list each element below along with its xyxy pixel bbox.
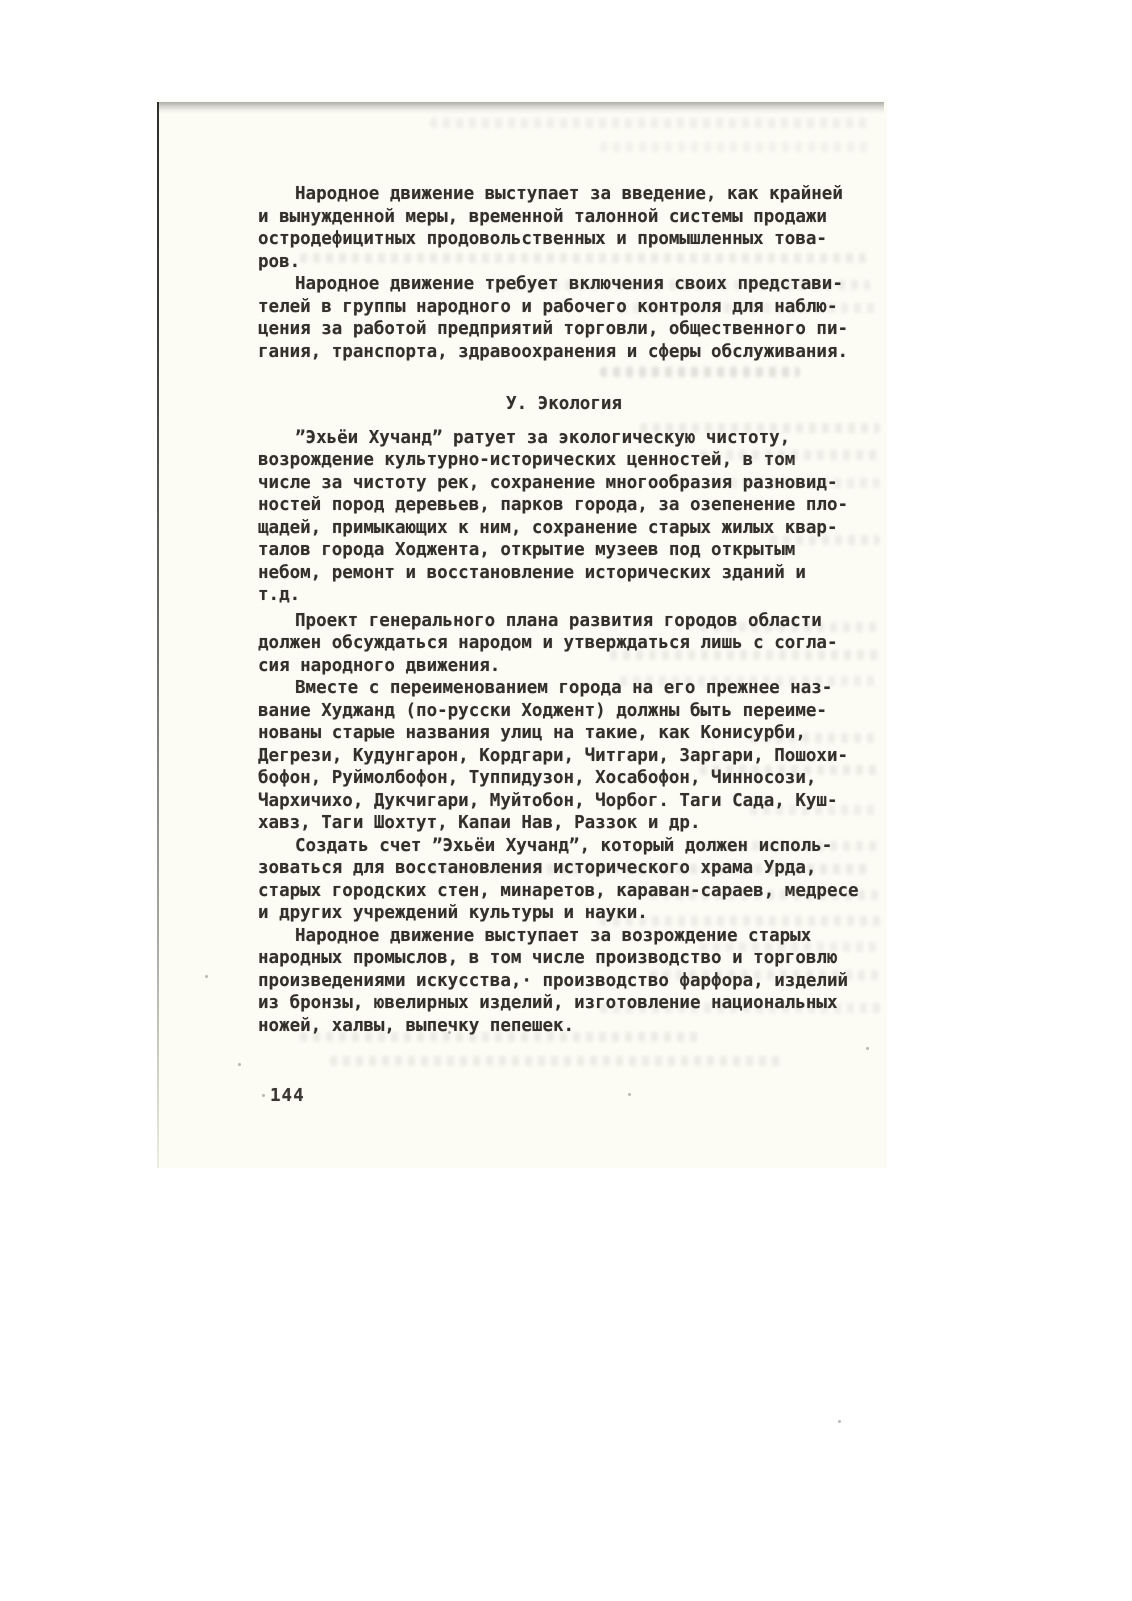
section-heading: У. Экология xyxy=(506,394,622,414)
bleedthrough-ghost xyxy=(430,118,870,128)
text-line: остродефицитных продовольственных и промышленных това- xyxy=(258,229,827,249)
text-line: ”Эхьёи Хучанд” ратует за экологическую чистоту, xyxy=(295,427,791,448)
ink-speck xyxy=(205,975,208,978)
text-block xyxy=(258,183,870,1037)
ink-speck xyxy=(262,1094,265,1097)
text-line: зоваться для восстановления исторического храма Урда, xyxy=(258,858,817,878)
bleedthrough-ghost xyxy=(330,1056,780,1066)
text-line: Дегрези, Кудунгарон, Кордгари, Читгари, Заргари, Пошохи- xyxy=(258,745,849,766)
paragraph-5 xyxy=(258,677,870,835)
ink-speck xyxy=(838,1420,841,1423)
paragraph-4 xyxy=(258,610,870,678)
bleedthrough-ghost xyxy=(600,142,870,152)
text-line: возрождение культурно-исторических ценностей, в том xyxy=(258,450,796,470)
ink-speck xyxy=(866,1047,869,1050)
text-line: телей в группы народного и рабочего контроля для наблю- xyxy=(258,296,838,317)
text-line: должен обсуждаться народом и утверждаться лишь с согла- xyxy=(258,633,838,653)
text-line: т.д. xyxy=(258,585,301,605)
ink-speck xyxy=(238,1063,241,1066)
text-line: числе за чистоту рек, сохранение многообразия разновид- xyxy=(258,472,838,493)
text-line: народных промыслов, в том числе производство и торговлю xyxy=(258,948,838,968)
text-line: хавз, Таги Шохтут, Капаи Нав, Раззок и др. xyxy=(258,813,701,833)
text-line: Чархичихо, Дукчигари, Муйтобон, Чорбог. Таги Сада, Куш- xyxy=(258,790,838,811)
text-line: Создать счет ”Эхьёи Хучанд”, который должен исполь- xyxy=(295,835,833,856)
text-line: ножей, халвы, выпечку пепешек. xyxy=(258,1015,575,1036)
text-line: бофон, Руймолбофон, Туппидузон, Хосабофон, Чинносози, xyxy=(258,768,817,788)
text-line: нованы старые названия улиц на такие, как Конисурби, xyxy=(258,723,806,743)
text-line: произведениями искусства,· производство фарфора, изделий xyxy=(258,970,849,991)
text-line: цения за работой предприятий торговли, общественного пи- xyxy=(258,319,849,339)
text-line: Вместе с переименованием города на его прежнее наз- xyxy=(295,678,833,698)
book-page xyxy=(157,100,887,1168)
text-line: талов города Ходжента, открытие музеев под открытым xyxy=(258,540,796,560)
page-top-edge-shadow xyxy=(157,102,884,114)
paragraph-1 xyxy=(258,183,870,273)
ink-speck xyxy=(628,1093,631,1096)
text-line: щадей, примыкающих к ним, сохранение старых жилых квар- xyxy=(258,517,838,538)
text-line: вание Худжанд (по-русски Ходжент) должны быть переиме- xyxy=(258,700,827,721)
text-line: и вынужденной меры, временной талонной системы продажи xyxy=(258,206,827,227)
text-line: сия народного движения. xyxy=(258,655,501,676)
paragraph-2 xyxy=(258,273,870,363)
text-line: Народное движение требует включения своих представи- xyxy=(295,274,843,294)
page-left-edge-line xyxy=(157,102,159,1168)
text-line: ностей пород деревьев, парков города, за озепенение пло- xyxy=(258,495,849,515)
text-line: из бронзы, ювелирных изделий, изготовление национальных xyxy=(258,993,838,1013)
text-line: гания, транспорта, здравоохранения и сферы обслуживания. xyxy=(258,341,849,362)
text-line: ров. xyxy=(258,251,301,272)
text-line: и других учреждений культуры и науки. xyxy=(258,903,648,923)
text-line: небом, ремонт и восстановление исторических зданий и xyxy=(258,562,806,583)
paragraph-7 xyxy=(258,925,870,1038)
text-line: Народное движение выступает за возрождение старых xyxy=(295,925,812,946)
paragraph-6 xyxy=(258,835,870,925)
text-line: Проект генерального плана развития городов области xyxy=(295,610,822,631)
page-number: 144 xyxy=(270,1086,305,1106)
text-line: Народное движение выступает за введение, как крайней xyxy=(295,184,843,204)
paragraph-3 xyxy=(258,427,870,607)
text-line: старых городских стен, минаретов, караван-сараев, медресе xyxy=(258,880,859,901)
